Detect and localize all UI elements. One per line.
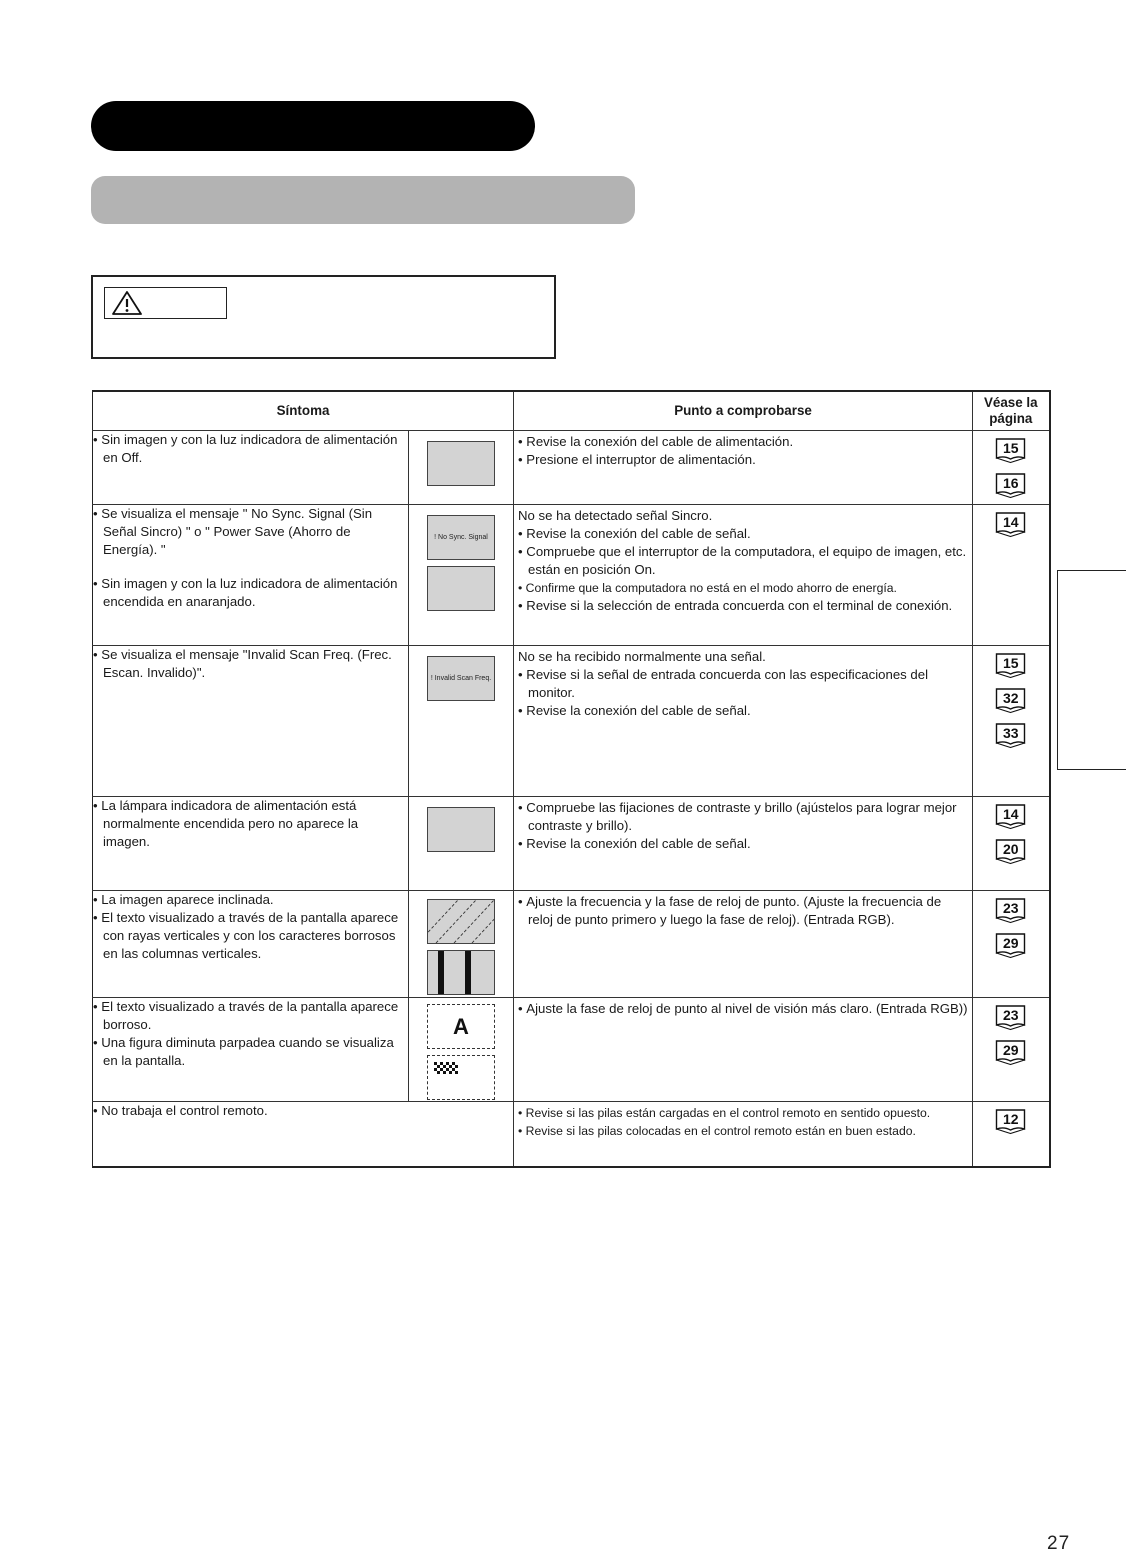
symptom-item: • No trabaja el control remoto. [93,1102,513,1120]
header-page [973,391,1050,431]
symptom-list [93,646,408,682]
page-ref-number: 29 [1002,1042,1019,1058]
warning-triangle-icon [111,290,143,316]
check-item: • Revise si las pilas están cargadas en el control remoto en sentido opuesto. [518,1104,968,1122]
symptom-item: • La lámpara indicadora de alimentación está normalmente encendida pero no aparece la imagen. [93,797,408,851]
table-row [93,797,1050,891]
page-reference [995,838,1026,865]
page-ref-number: 12 [1002,1111,1019,1127]
page-ref-number: 33 [1002,725,1019,741]
check-cell [514,646,973,797]
header-symptom: Síntoma [93,391,514,431]
symptom-item: • Se visualiza el mensaje "Invalid Scan Freq. (Frec. Escan. Invalido)". [93,646,408,682]
troubleshooting-table [92,390,1051,1168]
symptom-cell [93,998,409,1102]
table-header-row [93,391,1050,431]
symptom-item: • Una figura diminuta parpadea cuando se visualiza en la pantalla. [93,1034,408,1070]
screen-cell [409,505,514,646]
page-ref-number: 15 [1002,655,1019,671]
screen-thumbnail [427,1055,495,1100]
screen-thumbnails [409,431,513,486]
symptom-item: • Se visualiza el mensaje " No Sync. Signal (Sin Señal Sincro) " o " Power Save (Ahorro de Energía). " [93,505,408,559]
page-ref-cell [973,431,1050,505]
screen-cell [409,431,514,505]
page-reference [995,803,1026,830]
symptom-item: • Sin imagen y con la luz indicadora de alimentación encendida en anaranjado. [93,575,408,611]
page-ref-cell [973,891,1050,998]
table-row [93,891,1050,998]
check-item: • Confirme que la computadora no está en el modo ahorro de energía. [518,579,968,597]
screen-thumbnails [409,998,513,1100]
screen-thumbnail [427,1004,495,1049]
symptom-item: • El texto visualizado a través de la pantalla aparece con rayas verticales y con los caracteres borrosos en las columnas verticales. [93,909,408,963]
diagonal-lines-graphic [428,900,494,943]
page-ref-number: 15 [1002,440,1019,456]
table-row [93,505,1050,646]
screen-thumbnail [427,566,495,611]
screen-cell [409,998,514,1102]
check-cell [514,431,973,505]
symptom-list [93,998,408,1070]
table-row [93,1102,1050,1167]
screen-thumbnail [427,807,495,852]
check-cell [514,797,973,891]
caution-label [104,287,227,319]
table-row [93,431,1050,505]
screen-thumbnail [427,515,495,560]
caution-box [91,275,556,359]
screen-thumbnail [427,950,495,995]
page-reference [995,437,1026,464]
symptom-cell [93,646,409,797]
symptom-list [93,1102,513,1120]
screen-thumbnails [409,891,513,995]
check-list [518,525,968,615]
page-ref-cell [973,505,1050,646]
screen-thumbnail [427,656,495,701]
check-item: • Compruebe las fijaciones de contraste y brillo (ajústelos para lograr mejor contraste y brillo). [518,799,968,835]
page-ref-cell [973,1102,1050,1167]
page-reference [995,1108,1026,1135]
check-list [518,893,968,929]
page-ref-number: 29 [1002,935,1019,951]
header-page-line1: Véase la [983,395,1038,410]
table-row [93,998,1050,1102]
page-ref-number: 20 [1002,841,1019,857]
symptom-item: • La imagen aparece inclinada. [93,891,408,909]
page-ref-number: 14 [1002,806,1019,822]
check-item: • Ajuste la fase de reloj de punto al nivel de visión más claro. (Entrada RGB)) [518,1000,968,1018]
page-ref-number: 14 [1002,514,1019,530]
header-page-line2: página [989,411,1033,426]
check-item: • Revise la conexión del cable de señal. [518,835,968,853]
page-reference [995,932,1026,959]
screen-cell [409,797,514,891]
check-list [518,666,968,720]
page-reference [995,511,1026,538]
check-item: • Revise si la selección de entrada concuerda con el terminal de conexión. [518,597,968,615]
header-check: Punto a comprobarse [514,391,973,431]
check-list [518,1104,968,1140]
page-reference [995,1039,1026,1066]
screen-thumbnails [409,505,513,611]
checker-pattern-graphic [428,1056,494,1099]
check-item: • Revise si las pilas colocadas en el control remoto están en buen estado. [518,1122,968,1140]
page-reference [995,472,1026,499]
page-reference [995,1004,1026,1031]
page-ref-number: 23 [1002,900,1019,916]
symptom-cell [93,797,409,891]
check-intro: No se ha detectado señal Sincro. [518,508,713,523]
screen-thumbnails [409,646,513,701]
check-item: • Revise si la señal de entrada concuerda con las especificaciones del monitor. [518,666,968,702]
screen-cell [409,646,514,797]
side-chapter-tab [1057,570,1126,770]
page-number: 27 [1047,1533,1071,1554]
symptom-item: • Sin imagen y con la luz indicadora de alimentación en Off. [93,431,408,467]
check-cell [514,998,973,1102]
subsection-title-bar [91,176,635,224]
check-item: • Revise la conexión del cable de alimentación. [518,433,968,451]
page-ref-number: 16 [1002,475,1019,491]
screen-thumbnails [409,797,513,852]
vertical-bars-graphic [428,951,494,994]
screen-thumbnail [427,441,495,486]
page-reference [995,652,1026,679]
screen-letter: A [453,1013,469,1039]
section-title-bar [91,101,535,151]
page-ref-cell [973,646,1050,797]
check-item: • Compruebe que el interruptor de la computadora, el equipo de imagen, etc. están en posición On. [518,543,968,579]
page-ref-number: 23 [1002,1007,1019,1023]
symptom-list [93,505,408,611]
symptom-cell [93,505,409,646]
page-ref-number: 32 [1002,690,1019,706]
check-item: • Ajuste la frecuencia y la fase de reloj de punto. (Ajuste la frecuencia de reloj de punto primero y luego la fase de reloj). (Entrada RGB). [518,893,968,929]
check-cell [514,891,973,998]
screen-message: ! Invalid Scan Freq. [430,674,492,682]
symptom-item: • El texto visualizado a través de la pantalla aparece borroso. [93,998,408,1034]
check-item: • Presione el interruptor de alimentación. [518,451,968,469]
screen-cell [409,891,514,998]
symptom-cell [93,891,409,998]
check-cell [514,1102,973,1167]
check-list [518,799,968,853]
check-list [518,433,968,469]
page-reference [995,897,1026,924]
screen-message: ! No Sync. Signal [434,533,488,541]
screen-thumbnail [427,899,495,944]
symptom-cell [93,431,409,505]
page-reference [995,687,1026,714]
symptom-cell [93,1102,514,1167]
check-intro: No se ha recibido normalmente una señal. [518,649,766,664]
symptom-list [93,891,408,963]
page-ref-cell [973,797,1050,891]
table-row [93,646,1050,797]
symptom-list [93,431,408,467]
page-reference [995,722,1026,749]
check-list [518,1000,968,1018]
page-ref-cell [973,998,1050,1102]
check-item: • Revise la conexión del cable de señal. [518,702,968,720]
check-item: • Revise la conexión del cable de señal. [518,525,968,543]
symptom-list [93,797,408,851]
check-cell [514,505,973,646]
